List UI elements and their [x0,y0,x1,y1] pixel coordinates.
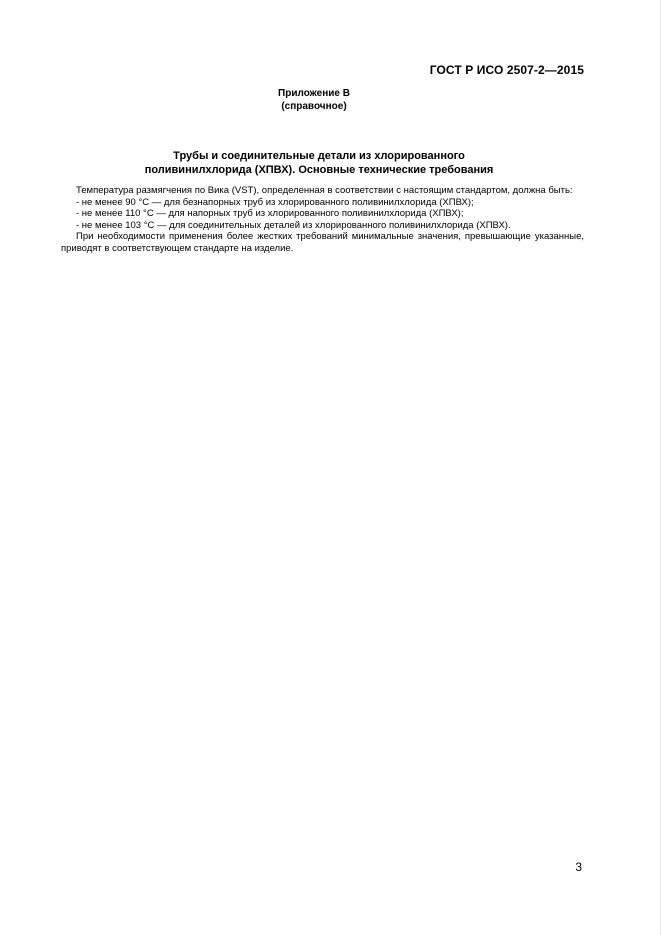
annex-label: Приложение В [278,88,350,99]
page-number: 3 [575,860,582,874]
closing-paragraph: При необходимости применения более жестких требований минимальные значения, превышающие указанные, приводят в соответствующем стандарте на изделие. [61,231,584,254]
intro-paragraph: Температура размягчения по Вика (VST), определенная в соответствии с настоящим стандартом, должна быть: [76,185,573,196]
annex-body [61,185,584,255]
standard-code: ГОСТ Р ИСО 2507-2—2015 [429,63,584,77]
requirement-item: - не менее 90 °С — для безнапорных труб из хлорированного поливинилхлорида (ХПВХ); [76,196,474,208]
annex-note: (справочное) [281,101,347,112]
annex-title-line-1: Трубы и соединительные детали из хлорированного [173,150,465,162]
requirement-item: - не менее 110 °С — для напорных труб из хлорированного поливинилхлорида (ХПВХ); [76,208,464,220]
requirement-item: - не менее 103 °С — для соединительных деталей из хлорированного поливинилхлорида (ХПВХ). [76,219,511,231]
annex-title-line-2: поливинилхлорида (ХПВХ). Основные технические требования [144,164,494,176]
annex-title [0,149,638,177]
